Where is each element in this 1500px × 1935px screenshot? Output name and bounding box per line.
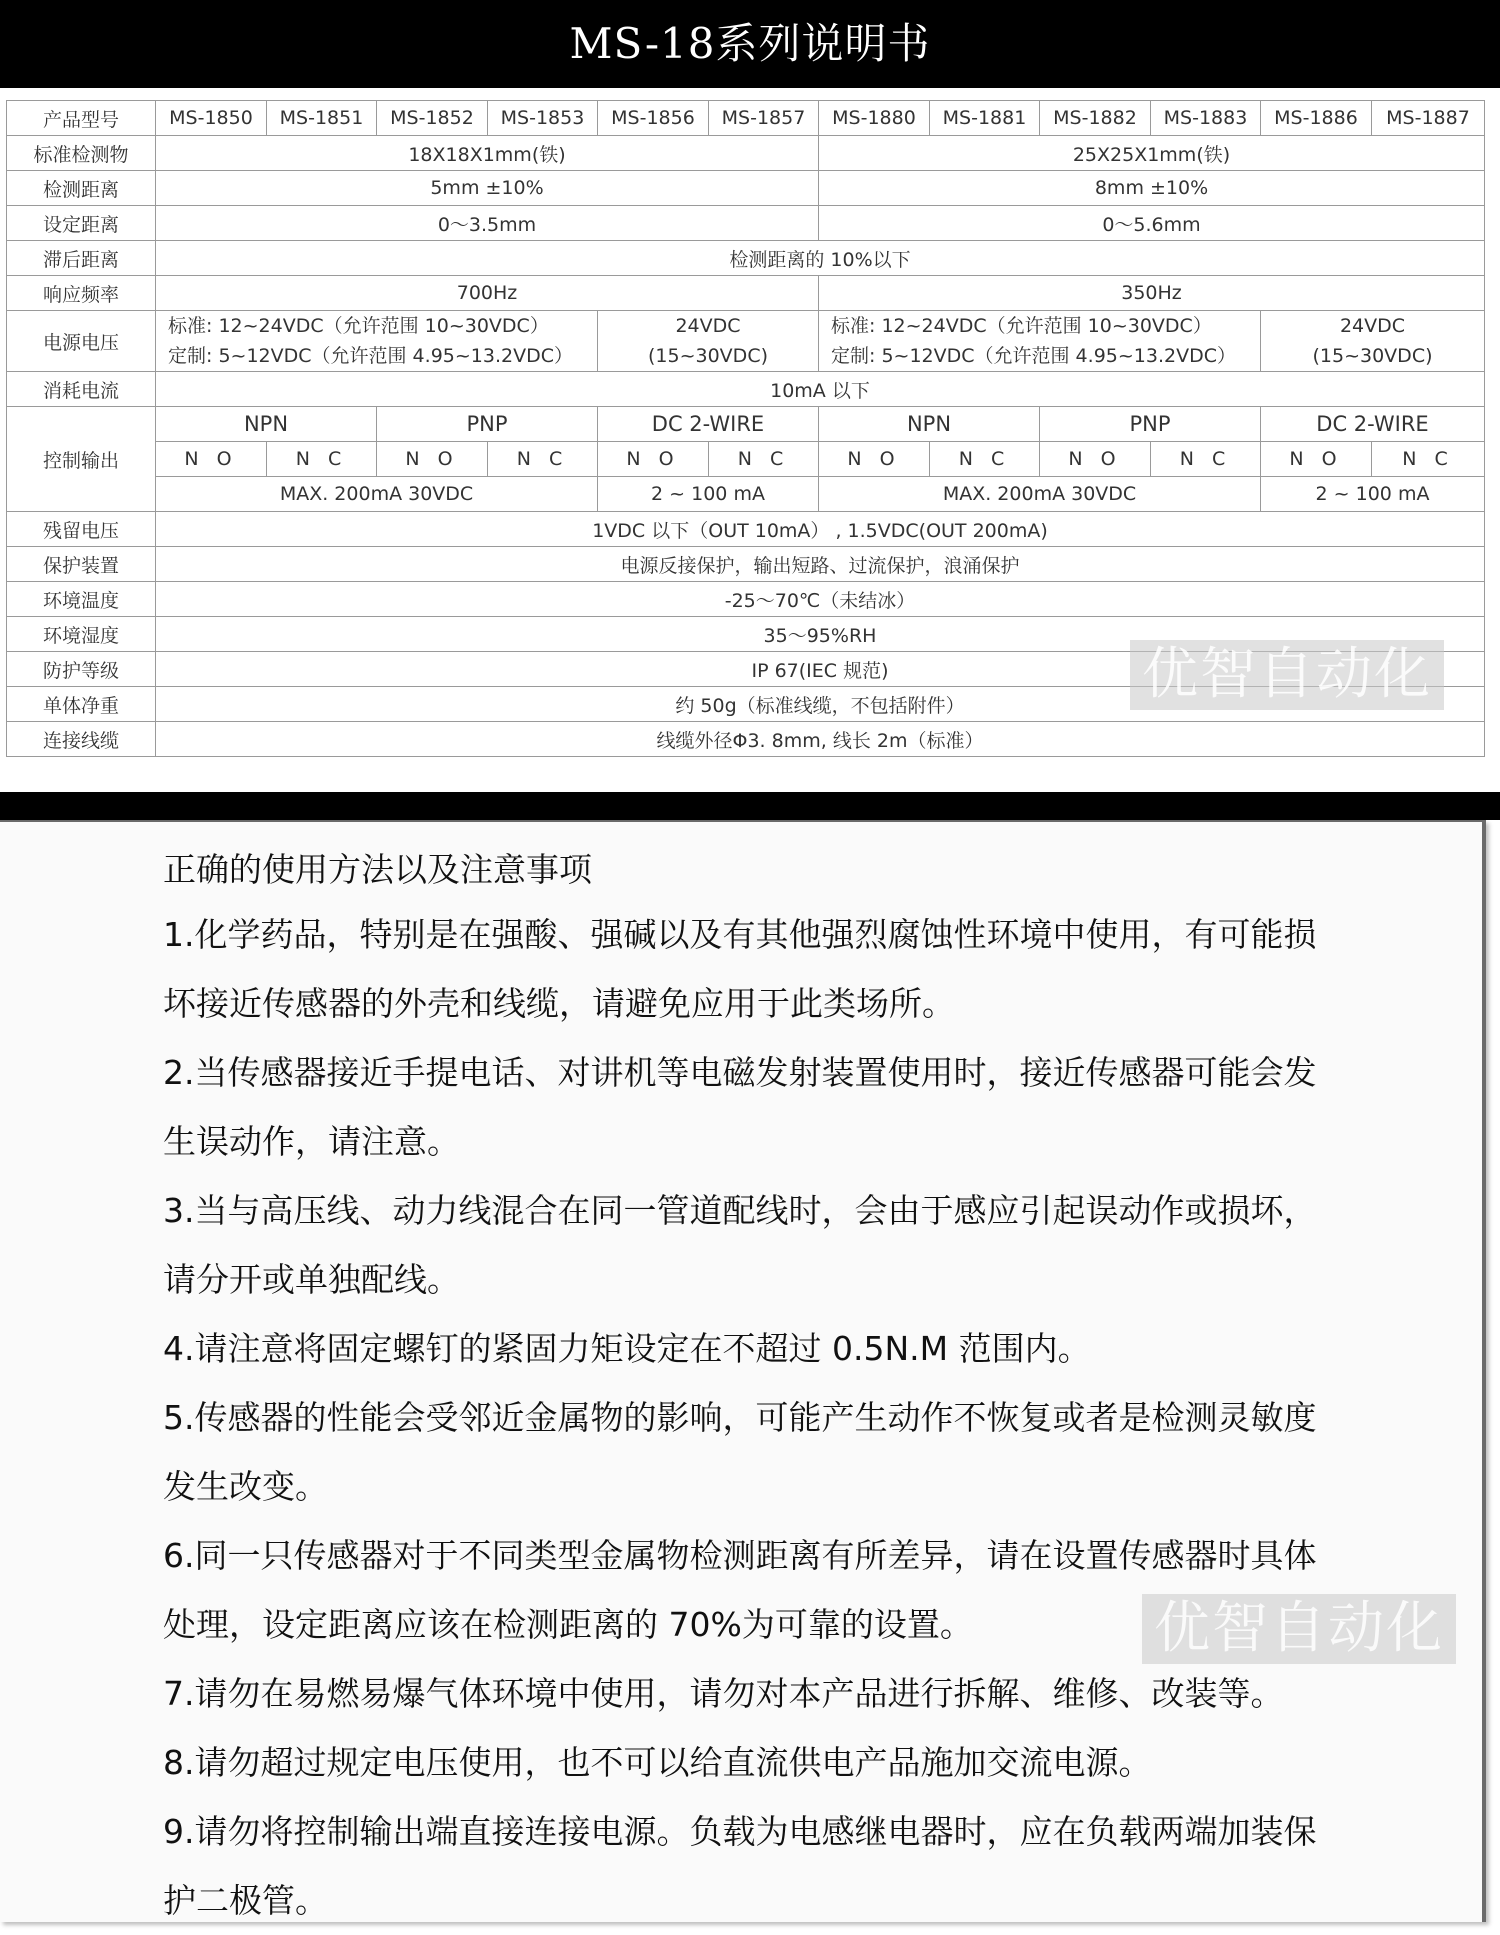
row-protection (7, 547, 1485, 582)
ip-label: 防护等级 (7, 652, 156, 687)
note-item: 2.当传感器接近手提电话、对讲机等电磁发射装置使用时，接近传感器可能会发生误动作，请注意。 (163, 1053, 1317, 1161)
model-cell: MS-1882 (1040, 101, 1151, 136)
output-pnp: PNP (1040, 407, 1261, 442)
temperature-value: -25～70℃（未结冰） (156, 582, 1485, 617)
power-wire-line1: 24VDC (675, 315, 741, 337)
current-label: 消耗电流 (7, 372, 156, 407)
output-max-right: MAX. 200mA 30VDC (819, 477, 1261, 512)
output-no: N O (598, 442, 709, 477)
power-custom-line: 定制: 5~12VDC（允许范围 4.95~13.2VDC） (168, 345, 573, 367)
row-output-rating (7, 477, 1485, 512)
row-residual (7, 512, 1485, 547)
watermark: 优智自动化 (1130, 640, 1444, 710)
model-cell: MS-1852 (377, 101, 488, 136)
note-item: 3.当与高压线、动力线混合在同一管道配线时，会由于感应引起误动作或损坏，请分开或单独配线。 (163, 1191, 1317, 1299)
row-power (7, 311, 1485, 372)
output-no: N O (819, 442, 930, 477)
model-cell: MS-1887 (1372, 101, 1485, 136)
output-no: N O (1261, 442, 1372, 477)
std-object-left: 18X18X1mm(铁) (156, 136, 819, 171)
residual-label: 残留电压 (7, 512, 156, 547)
row-std-object (7, 136, 1485, 171)
power-std-line: 标准: 12~24VDC（允许范围 10~30VDC） (168, 315, 549, 337)
output-dc2wire: DC 2-WIRE (598, 407, 819, 442)
frequency-left: 700Hz (156, 276, 819, 311)
temperature-label: 环境温度 (7, 582, 156, 617)
cable-value: 线缆外径Φ3. 8mm, 线长 2m（标准） (156, 722, 1485, 757)
weight-label: 单体净重 (7, 687, 156, 722)
power-custom-line: 定制: 5~12VDC（允许范围 4.95~13.2VDC） (831, 345, 1236, 367)
detect-distance-right: 8mm ±10% (819, 171, 1485, 206)
output-range-right: 2 ~ 100 mA (1261, 477, 1485, 512)
model-cell: MS-1881 (930, 101, 1040, 136)
output-label: 控制输出 (7, 407, 156, 512)
output-pnp: PNP (377, 407, 598, 442)
output-no: N O (377, 442, 488, 477)
output-max-left: MAX. 200mA 30VDC (156, 477, 598, 512)
row-set-distance (7, 206, 1485, 241)
detect-distance-left: 5mm ±10% (156, 171, 819, 206)
model-cell: MS-1883 (1151, 101, 1261, 136)
set-distance-left: 0～3.5mm (156, 206, 819, 241)
row-hysteresis (7, 241, 1485, 276)
output-no: N O (156, 442, 267, 477)
notes-list (163, 900, 1343, 1935)
std-object-right: 25X25X1mm(铁) (819, 136, 1485, 171)
model-cell: MS-1851 (267, 101, 377, 136)
model-cell: MS-1850 (156, 101, 267, 136)
frequency-label: 响应频率 (7, 276, 156, 311)
set-distance-label: 设定距离 (7, 206, 156, 241)
humidity-label: 环境湿度 (7, 617, 156, 652)
row-current (7, 372, 1485, 407)
detect-distance-label: 检测距离 (7, 171, 156, 206)
hysteresis-label: 滞后距离 (7, 241, 156, 276)
note-item: 8.请勿超过规定电压使用，也不可以给直流供电产品施加交流电源。 (163, 1743, 1152, 1782)
model-cell: MS-1880 (819, 101, 930, 136)
model-cell: MS-1853 (488, 101, 598, 136)
current-value: 10mA 以下 (156, 372, 1485, 407)
row-frequency (7, 276, 1485, 311)
hysteresis-value: 检测距离的 10%以下 (156, 241, 1485, 276)
notes-panel (0, 820, 1486, 1922)
row-models (7, 101, 1485, 136)
output-range-left: 2 ~ 100 mA (598, 477, 819, 512)
note-item: 7.请勿在易燃易爆气体环境中使用，请勿对本产品进行拆解、维修、改装等。 (163, 1674, 1284, 1713)
output-npn: NPN (156, 407, 377, 442)
residual-value: 1VDC 以下（OUT 10mA） , 1.5VDC(OUT 200mA) (156, 512, 1485, 547)
watermark: 优智自动化 (1142, 1594, 1456, 1664)
note-item: 4.请注意将固定螺钉的紧固力矩设定在不超过 0.5N.M 范围内。 (163, 1329, 1091, 1368)
model-cell: MS-1857 (709, 101, 819, 136)
ip-value: IP 67(IEC 规范) (156, 652, 1485, 687)
output-dc2wire: DC 2-WIRE (1261, 407, 1485, 442)
model-cell: MS-1886 (1261, 101, 1372, 136)
output-nc: N C (488, 442, 598, 477)
set-distance-right: 0～5.6mm (819, 206, 1485, 241)
cable-label: 连接线缆 (7, 722, 156, 757)
protection-value: 电源反接保护，输出短路、过流保护，浪涌保护 (156, 547, 1485, 582)
note-item: 6.同一只传感器对于不同类型金属物检测距离有所差异，请在设置传感器时具体处理，设定距离应该在检测距离的 70%为可靠的设置。 (163, 1536, 1317, 1644)
models-label: 产品型号 (7, 101, 156, 136)
power-two-wire-right (1261, 311, 1485, 372)
model-cell: MS-1856 (598, 101, 709, 136)
output-nc: N C (1151, 442, 1261, 477)
power-wire-line1: 24VDC (1339, 315, 1406, 337)
output-npn: NPN (819, 407, 1040, 442)
humidity-value: 35～95%RH (156, 617, 1485, 652)
frequency-right: 350Hz (819, 276, 1485, 311)
weight-value: 约 50g（标准线缆，不包括附件） (156, 687, 1485, 722)
row-detect-distance (7, 171, 1485, 206)
power-two-wire-left (598, 311, 819, 372)
std-object-label: 标准检测物 (7, 136, 156, 171)
power-wire-line2: (15~30VDC) (1312, 345, 1433, 367)
row-output-contact (7, 442, 1485, 477)
power-std-line: 标准: 12~24VDC（允许范围 10~30VDC） (831, 315, 1212, 337)
output-nc: N C (709, 442, 819, 477)
power-three-wire-left (156, 311, 598, 372)
power-wire-line2: (15~30VDC) (648, 345, 768, 367)
note-item: 1.化学药品，特别是在强酸、强碱以及有其他强烈腐蚀性环境中使用，有可能损坏接近传感器的外壳和线缆，请避免应用于此类场所。 (163, 915, 1317, 1023)
output-no: N O (1040, 442, 1151, 477)
output-nc: N C (1372, 442, 1485, 477)
notes-heading: 正确的使用方法以及注意事项 (163, 850, 592, 889)
power-label: 电源电压 (7, 311, 156, 372)
document-title: MS-18系列说明书 (569, 19, 931, 68)
power-three-wire-right (819, 311, 1261, 372)
row-output-type (7, 407, 1485, 442)
note-item: 9.请勿将控制输出端直接连接电源。负载为电感继电器时，应在负载两端加装保护二极管。 (163, 1812, 1317, 1920)
protection-label: 保护装置 (7, 547, 156, 582)
output-nc: N C (267, 442, 377, 477)
row-temperature (7, 582, 1485, 617)
output-nc: N C (930, 442, 1040, 477)
note-item: 5.传感器的性能会受邻近金属物的影响，可能产生动作不恢复或者是检测灵敏度发生改变。 (163, 1398, 1317, 1506)
row-cable (7, 722, 1485, 757)
